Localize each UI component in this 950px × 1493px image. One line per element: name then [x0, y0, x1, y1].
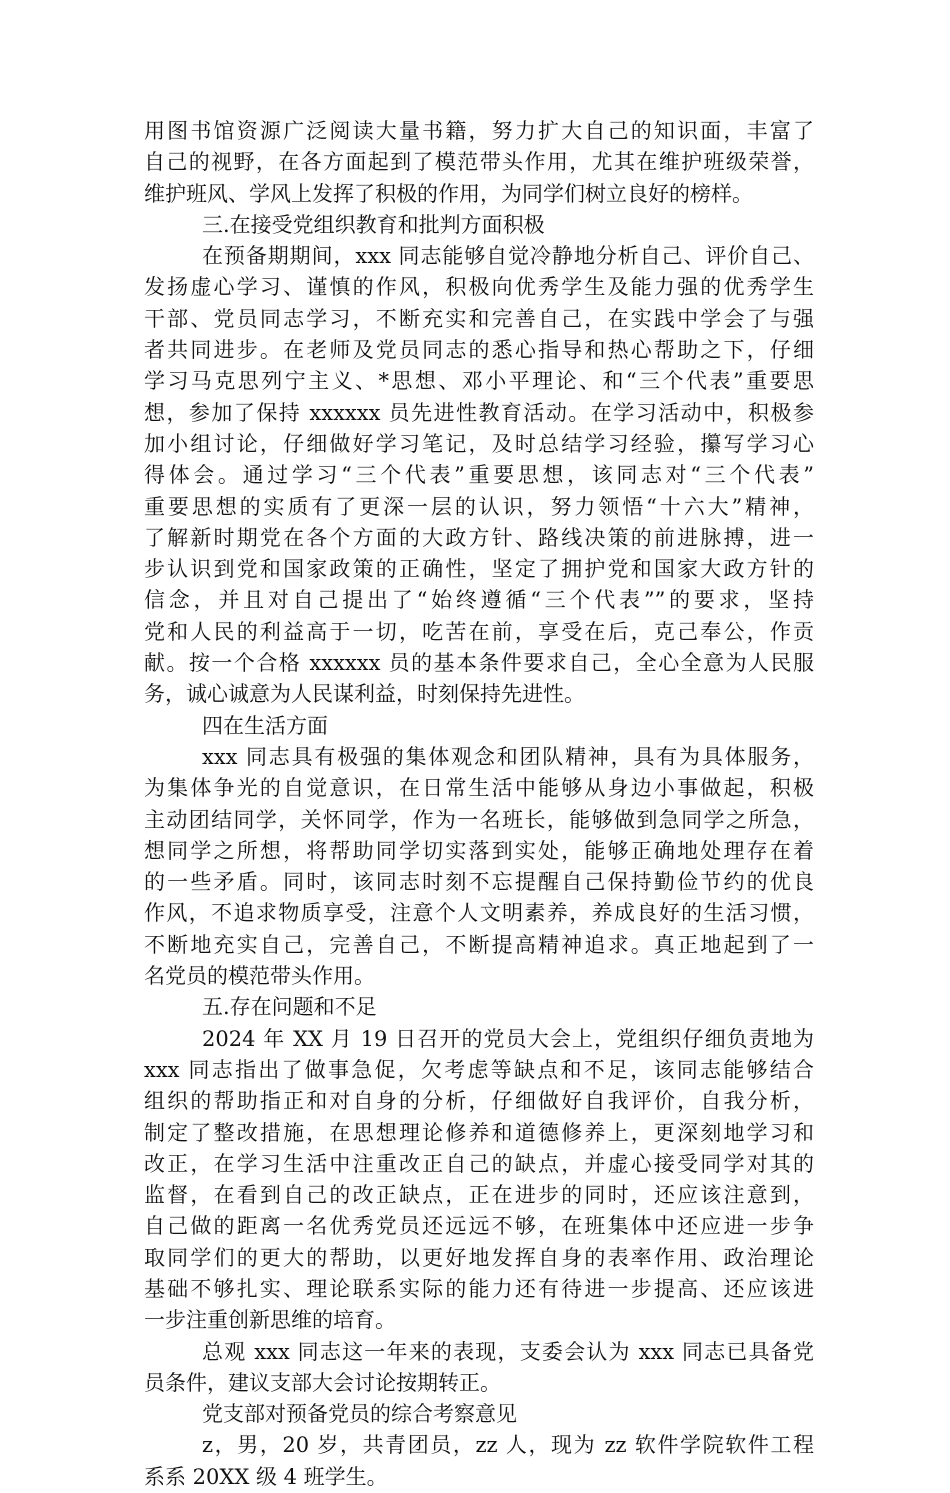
paragraph-party-education: [144, 241, 814, 710]
document-body: [144, 116, 814, 1493]
text-line: 献。按一个合格 xxxxxx 员的基本条件要求自己，全心全意为人民服: [144, 651, 814, 676]
text-line: 用图书馆资源广泛阅读大量书籍，努力扩大自己的知识面，丰富了: [144, 119, 814, 143]
section-heading-4: 四在生活方面: [202, 713, 328, 738]
text-line: 在预备期期间，xxx 同志能够自觉冷静地分析自己、评价自己、: [202, 244, 814, 269]
text-line: 取同学们的更大的帮助，以更好地发挥自身的表率作用、政治理论: [144, 1245, 814, 1270]
text-line: 不断地充实自己，完善自己，不断提高精神追求。真正地起到了一: [144, 932, 814, 957]
text-line: xxx 同志具有极强的集体观念和团队精神，具有为具体服务，: [202, 744, 814, 769]
text-line: 加小组讨论，仔细做好学习笔记，及时总结学习经验，攥写学习心: [144, 431, 814, 456]
paragraph-summary: [144, 1337, 814, 1400]
text-line: 了解新时期党在各个方面的大政方针、路线决策的前进脉搏，进一: [144, 525, 814, 550]
text-line: 制定了整改措施，在思想理论修养和道德修养上，更深刻地学习和: [144, 1120, 814, 1145]
paragraph-problems: [144, 1024, 814, 1337]
text-line: 主动团结同学，关怀同学，作为一名班长，能够做到急同学之所急，: [144, 807, 814, 832]
text-line: 想同学之所想，将帮助同学切实落到实处，能够正确地处理存在着: [144, 838, 814, 863]
text-line: 重要思想的实质有了更深一层的认识，努力领悟“十六大”精神，: [144, 494, 814, 519]
section-heading-3: 三.在接受党组织教育和批判方面积极: [202, 212, 545, 237]
text-line: 自己的视野，在各方面起到了模范带头作用，尤其在维护班级荣誉，: [144, 150, 814, 175]
text-line: 步认识到党和国家政策的正确性，坚定了拥护党和国家大政方针的: [144, 557, 814, 582]
text-line: 监督，在看到自己的改正缺点，正在进步的同时，还应该注意到，: [144, 1183, 814, 1208]
section-heading-6: 党支部对预备党员的综合考察意见: [202, 1402, 517, 1427]
paragraph-daily-life: [144, 742, 814, 992]
text-line: 党和人民的利益高于一切，吃苦在前，享受在后，克己奉公，作贡: [144, 619, 814, 644]
text-line: 名党员的模范带头作用。: [144, 964, 375, 989]
text-line: 得体会。通过学习“三个代表”重要思想，该同志对“三个代表”: [144, 463, 814, 488]
text-line: 自己做的距离一名优秀党员还远远不够，在班集体中还应进一步争: [144, 1214, 814, 1239]
text-line: 信念，并且对自己提出了“始终遵循“三个代表””的要求，坚持: [144, 588, 814, 613]
text-line: 系系 20XX 级 4 班学生。: [144, 1464, 388, 1489]
paragraph-library-reading: [144, 116, 814, 210]
text-line: 的一些矛盾。同时，该同志时刻不忘提醒自己保持勤俭节约的优良: [144, 870, 814, 895]
text-line: 维护班风、学风上发挥了积极的作用，为同学们树立良好的榜样。: [144, 181, 753, 206]
text-line: 发扬虚心学习、谨慎的作风，积极向优秀学生及能力强的优秀学生: [144, 275, 814, 300]
paragraph-candidate-info: [144, 1430, 814, 1493]
text-line: 基础不够扎实、理论联系实际的能力还有待进一步提高、还应该进: [144, 1276, 814, 1301]
text-line: 学习马克思列宁主义、*思想、邓小平理论、和“三个代表”重要思: [144, 369, 814, 394]
text-line: 务，诚心诚意为人民谋利益，时刻保持先进性。: [144, 682, 585, 707]
text-line: xxx 同志指出了做事急促，欠考虑等缺点和不足，该同志能够结合: [144, 1057, 814, 1082]
text-line: 一步注重创新思维的培育。: [144, 1308, 396, 1333]
section-heading-5: 五.存在问题和不足: [202, 995, 377, 1020]
text-line: 想，参加了保持 xxxxxx 员先进性教育活动。在学习活动中，积极参: [144, 400, 814, 425]
text-line: 者共同进步。在老师及党员同志的悉心指导和热心帮助之下，仔细: [144, 338, 814, 363]
text-line: 员条件，建议支部大会讨论按期转正。: [144, 1370, 501, 1395]
text-line: 改正，在学习生活中注重改正自己的缺点，并虚心接受同学对其的: [144, 1151, 814, 1176]
text-line: 2024 年 XX 月 19 日召开的党员大会上，党组织仔细负责地为: [202, 1026, 814, 1051]
text-line: 为集体争光的自觉意识，在日常生活中能够从身边小事做起，积极: [144, 776, 814, 801]
text-line: 干部、党员同志学习，不断充实和完善自己，在实践中学会了与强: [144, 306, 814, 331]
text-line: 总观 xxx 同志这一年来的表现，支委会认为 xxx 同志已具备党: [202, 1339, 814, 1364]
text-line: 组织的帮助指正和对自身的分析，仔细做好自我评价，自我分析，: [144, 1089, 814, 1114]
text-line: z，男，20 岁，共青团员，zz 人，现为 zz 软件学院软件工程: [202, 1433, 814, 1458]
text-line: 作风，不追求物质享受，注意个人文明素养，养成良好的生活习惯，: [144, 901, 814, 926]
